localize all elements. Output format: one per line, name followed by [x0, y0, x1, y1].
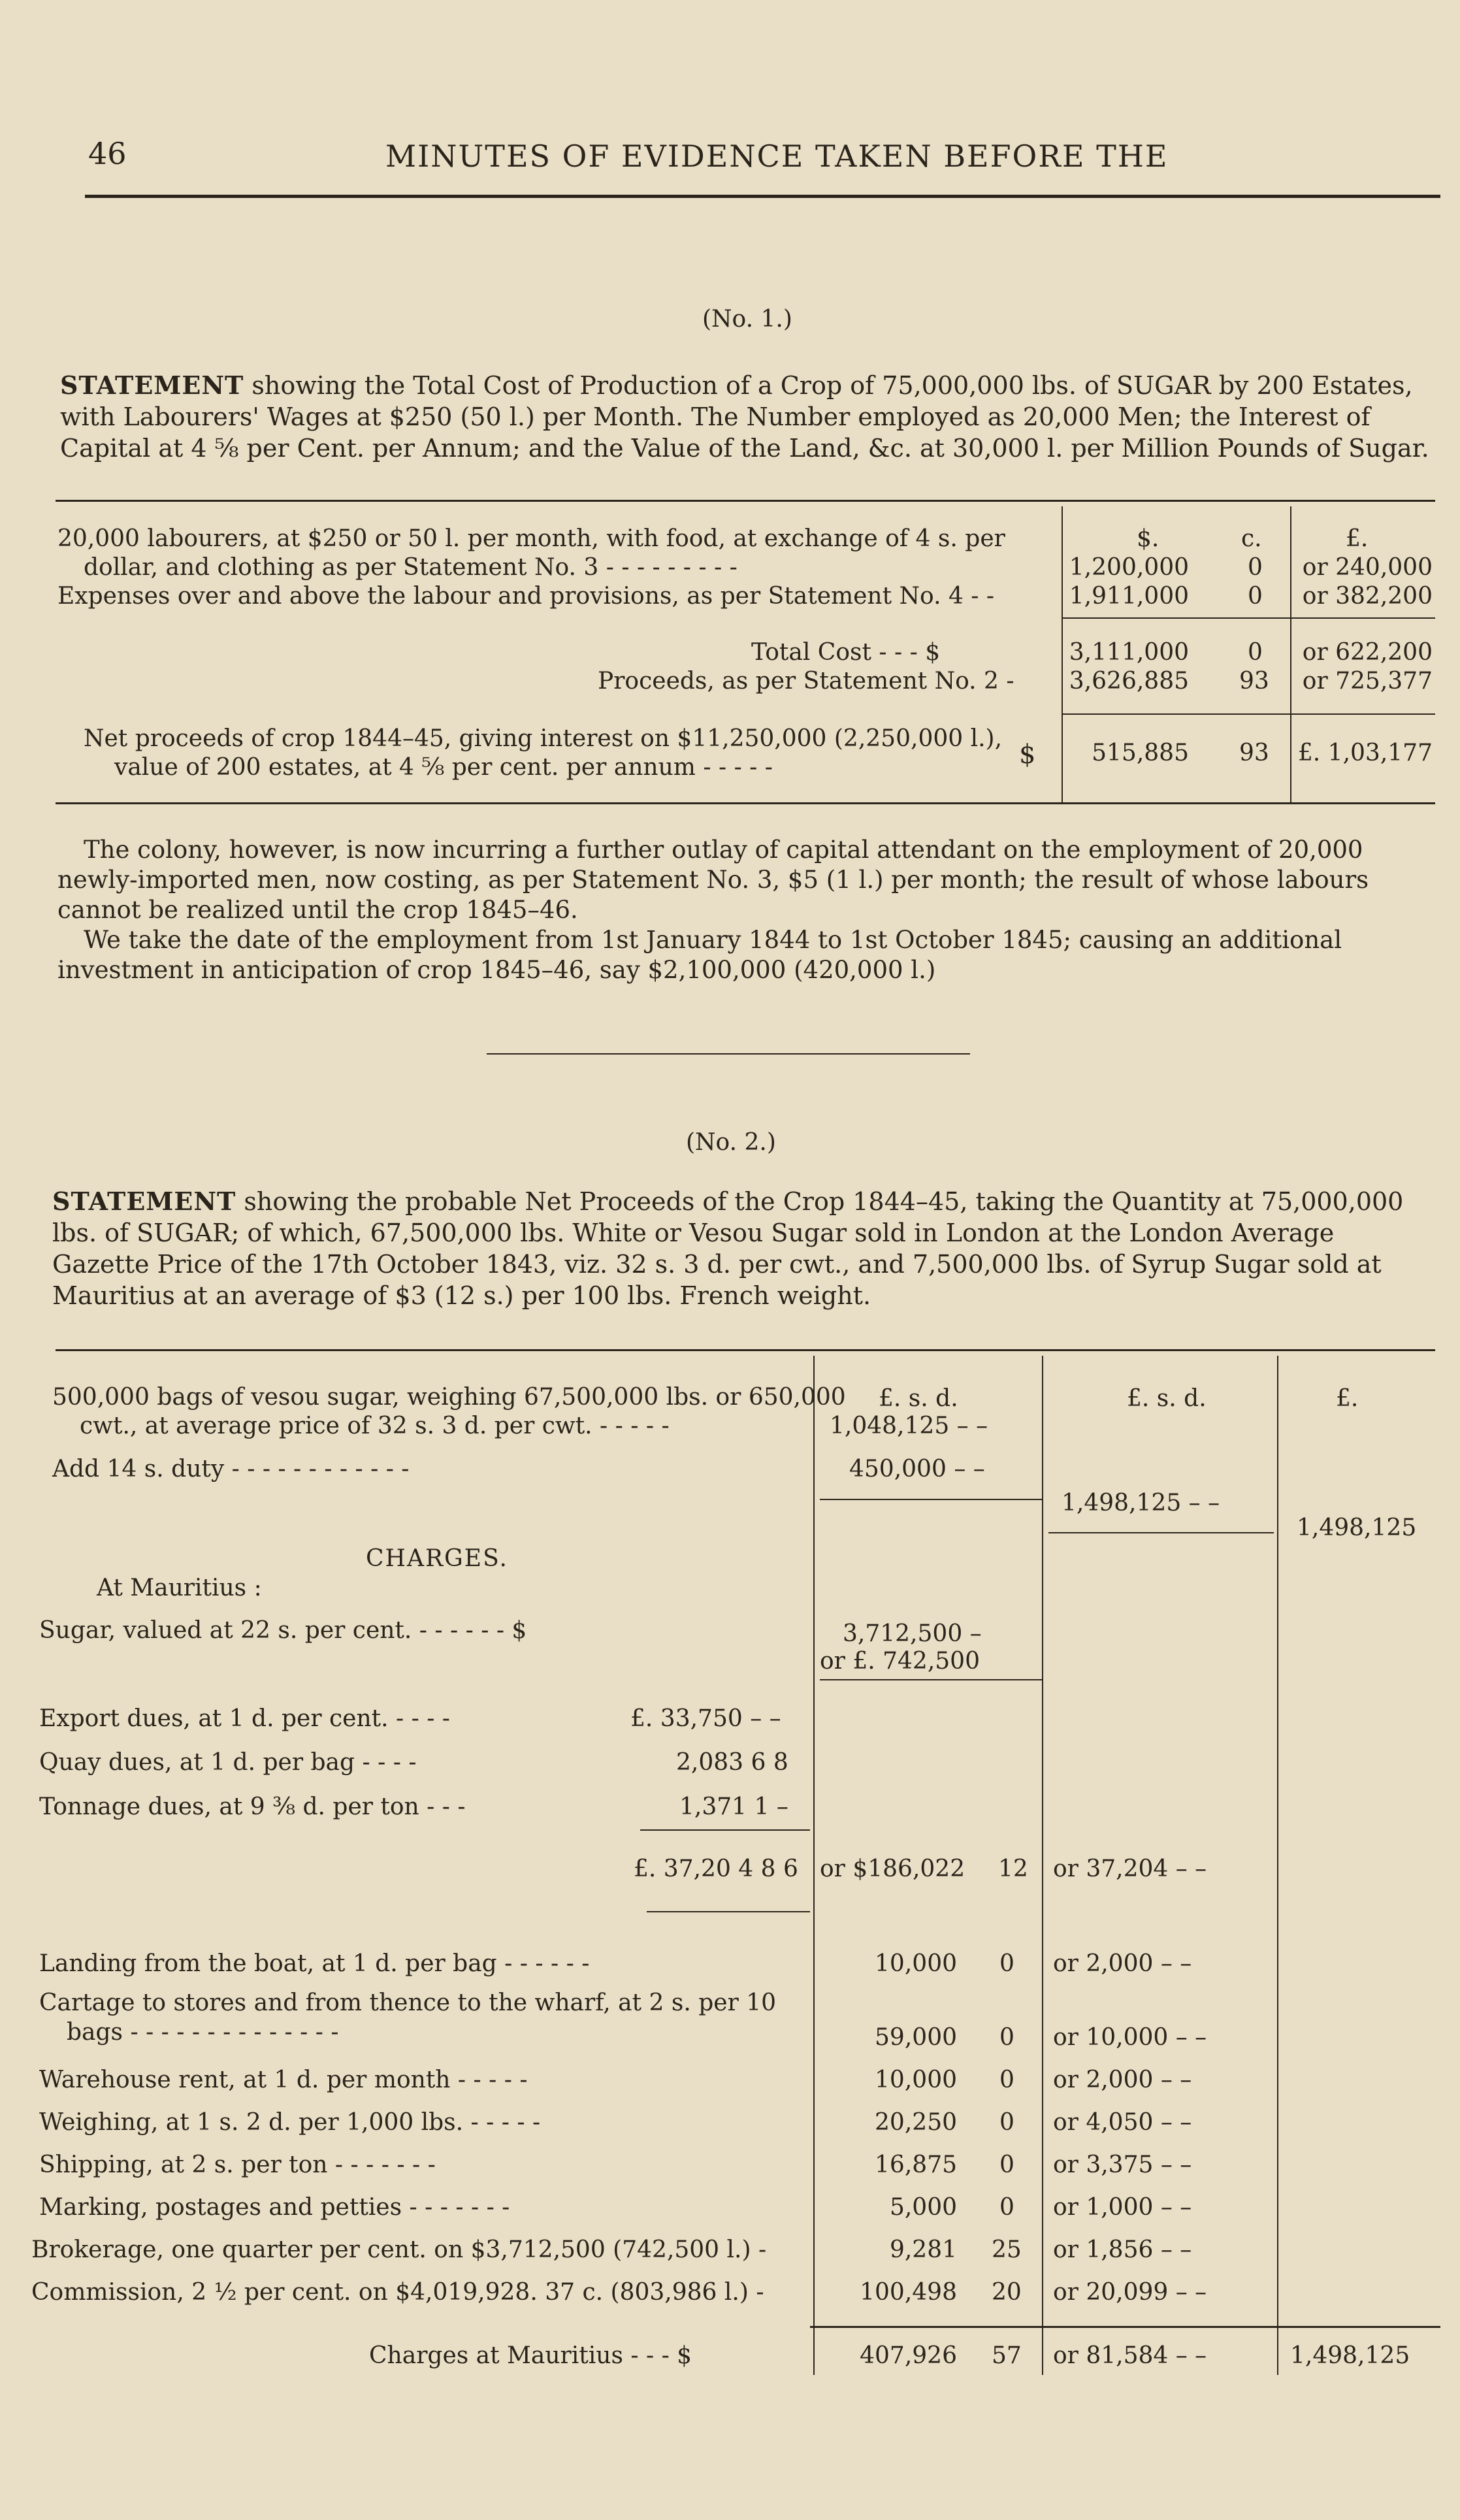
- table-1-proceeds-label: Proceeds, as per Statement No. 2 -: [598, 668, 1014, 695]
- duty-sum-rule: [820, 1499, 1042, 1500]
- charge-item-cartage-b: bags - - - - - - - - - - - - - -: [67, 2019, 339, 2046]
- paragraph-1: The colony, however, is now incurring a further outlay of capital attendant on the employment of 20,000 newly-imported men, now costing, as per Statement No. 3, $5 (1 l.) per month; the result of whose labours cannot be realized until the crop 1845–46.: [57, 836, 1369, 924]
- table-1-net-rule: [1062, 713, 1435, 715]
- table-1-net-cents: 93: [1239, 740, 1269, 766]
- sum-rule: [1048, 1532, 1274, 1533]
- charge-item-commission-pound: or 20,099 – –: [1053, 2279, 1207, 2306]
- charge-item-commission-dollar: 100,498: [860, 2279, 957, 2306]
- table-1-total-cost-cents: 0: [1248, 639, 1263, 666]
- table-1-col-rule-b: [1290, 506, 1291, 804]
- tonnage-dues-value: 1,371 1 –: [679, 1793, 788, 1820]
- dues-rule: [640, 1829, 810, 1831]
- statement-2-heading: [52, 1186, 1431, 1311]
- table-1-net-pound: £. 1,03,177: [1297, 740, 1433, 766]
- charge-item-commission-cents: 20: [992, 2279, 1022, 2306]
- charge-item-shipping: Shipping, at 2 s. per ton - - - - - - -: [39, 2152, 436, 2178]
- table-1-row-1-desc-b: dollar, and clothing as per Statement No. 3 - - - - - - - - -: [84, 554, 738, 581]
- charge-item-weighing-cents: 0: [999, 2109, 1014, 2136]
- charge-item-cartage-dollar: 59,000: [875, 2024, 957, 2051]
- charges-total-dollar: 407,926: [860, 2342, 957, 2369]
- table-1-row-1-dollar: 1,200,000: [1069, 554, 1189, 581]
- bags-desc-b: cwt., at average price of 32 s. 3 d. per cwt. - - - - -: [80, 1413, 670, 1439]
- table-2-head-3: £.: [1336, 1385, 1359, 1412]
- charge-item-shipping-dollar: 16,875: [875, 2152, 957, 2178]
- charge-item-landing: Landing from the boat, at 1 d. per bag - - - - - -: [39, 1950, 590, 1977]
- table-1-bottom-rule: [56, 802, 1435, 804]
- charge-item-brokerage: Brokerage, one quarter per cent. on $3,712,500 (742,500 l.) -: [31, 2236, 767, 2263]
- charge-item-marking: Marking, postages and petties - - - - - - -: [39, 2194, 510, 2221]
- table-1-net-dollar-mark: $: [1019, 740, 1036, 770]
- bags-desc-a: 500,000 bags of vesou sugar, weighing 67,500,000 lbs. or 650,000: [52, 1384, 846, 1411]
- table-1-head-cents: c.: [1241, 525, 1262, 552]
- charges-total-label: Charges at Mauritius - - - $: [369, 2342, 692, 2369]
- charge-item-weighing-dollar: 20,250: [875, 2109, 957, 2136]
- charge-item-landing-dollar: 10,000: [875, 1950, 957, 1977]
- table-2-col-rule-a: [813, 1356, 815, 2375]
- tonnage-dues-label: Tonnage dues, at 9 ⅜ d. per ton - - -: [39, 1793, 466, 1820]
- table-1-net-desc-b: value of 200 estates, at 4 ⅝ per cent. per annum - - - - -: [114, 754, 773, 781]
- charge-item-shipping-pound: or 3,375 – –: [1053, 2152, 1192, 2178]
- table-1-row-1-desc-a: 20,000 labourers, at $250 or 50 l. per month, with food, at exchange of 4 s. per: [57, 525, 1005, 552]
- table-1-row-2-desc: Expenses over and above the labour and provisions, as per Statement No. 4 - -: [57, 583, 995, 610]
- duty-value: 450,000 – –: [849, 1456, 985, 1482]
- sugar-label: Sugar, valued at 22 s. per cent. - - - - - - $: [39, 1617, 527, 1644]
- charges-heading: CHARGES.: [366, 1545, 508, 1572]
- charge-item-warehouse-cents: 0: [999, 2067, 1014, 2093]
- charge-item-landing-pound: or 2,000 – –: [1053, 1950, 1192, 1977]
- table-1-subtotal-rule: [1062, 617, 1435, 619]
- page-title: MINUTES OF EVIDENCE TAKEN BEFORE THE: [385, 139, 1169, 174]
- quay-dues-label: Quay dues, at 1 d. per bag - - - -: [39, 1749, 417, 1776]
- export-dues-value: £. 33,750 – –: [630, 1705, 781, 1732]
- dues-pound: or 37,204 – –: [1053, 1856, 1207, 1882]
- dues-dollar: or $186,022: [820, 1856, 965, 1882]
- table-2-top-rule: [56, 1349, 1435, 1351]
- charge-item-cartage: Cartage to stores and from thence to the wharf, at 2 s. per 10: [39, 1989, 777, 2016]
- charge-item-brokerage-dollar: 9,281: [889, 2236, 957, 2263]
- statement-1-lead: STATEMENT: [60, 370, 244, 400]
- charge-item-cartage-cents: 0: [999, 2024, 1014, 2051]
- charge-item-cartage-pound: or 10,000 – –: [1053, 2024, 1207, 2051]
- export-dues-label: Export dues, at 1 d. per cent. - - - -: [39, 1705, 450, 1732]
- charges-total-rule: [810, 2326, 1440, 2328]
- table-1-row-1-cents: 0: [1248, 554, 1263, 581]
- table-1-total-cost-dollar: 3,111,000: [1069, 639, 1189, 666]
- sugar-rule: [820, 1679, 1042, 1680]
- table-1-net-dollar: 515,885: [1092, 740, 1189, 766]
- table-1-row-1-pound: or 240,000: [1302, 554, 1433, 581]
- statement-1-label: (No. 1.): [702, 306, 792, 333]
- charges-total-right: 1,498,125: [1290, 2342, 1410, 2369]
- sugar-value-pounds: or £. 742,500: [820, 1648, 980, 1675]
- charge-item-weighing-pound: or 4,050 – –: [1053, 2109, 1192, 2136]
- statement-2-text: showing the probable Net Proceeds of the Crop 1844–45, taking the Quantity at 75,000,000 lbs. of SUGAR; of which, 67,500,000 lbs. White or Vesou Sugar sold in London at the London Average Gazette Price of the 17th October 1843, viz. 32 s. 3 d. per cwt., and 7,500,000 lbs. of Syrup Sugar sold at Mauritius at an average of $3 (12 s.) per 100 lbs. French weight.: [52, 1187, 1404, 1310]
- sum-value: 1,498,125 – –: [1062, 1490, 1220, 1516]
- charges-total-cents: 57: [992, 2342, 1022, 2369]
- table-1-proceeds-dollar: 3,626,885: [1069, 668, 1189, 695]
- dues-total: £. 37,20 4 8 6: [634, 1856, 798, 1882]
- dues-total-rule: [647, 1911, 810, 1912]
- table-1-proceeds-cents: 93: [1239, 668, 1269, 695]
- sugar-value: 3,712,500 –: [843, 1620, 982, 1647]
- statement-1-text: showing the Total Cost of Production of a Crop of 75,000,000 lbs. of SUGAR by 200 Estates, with Labourers' Wages at $250 (50 l.) per Month. The Number employed as 20,000 Men; the Interest of Capital at 4 ⅝ per Cent. per Annum; and the Value of the Land, &c. at 30,000 l. per Million Pounds of Sugar.: [60, 371, 1429, 463]
- charge-item-marking-pound: or 1,000 – –: [1053, 2194, 1192, 2221]
- charge-item-marking-cents: 0: [999, 2194, 1014, 2221]
- charge-item-brokerage-cents: 25: [992, 2236, 1022, 2263]
- quay-dues-value: 2,083 6 8: [676, 1749, 788, 1776]
- dues-cents: 12: [998, 1856, 1028, 1882]
- charge-item-warehouse-dollar: 10,000: [875, 2067, 957, 2093]
- table-2-head-1: £. s. d.: [879, 1385, 958, 1412]
- charge-item-warehouse: Warehouse rent, at 1 d. per month - - - - -: [39, 2067, 528, 2093]
- table-2-col-rule-b: [1042, 1356, 1043, 2375]
- table-1-row-2-cents: 0: [1248, 583, 1263, 610]
- table-1-head-dollar: $.: [1137, 525, 1160, 552]
- charge-item-commission: Commission, 2 ½ per cent. on $4,019,928. 37 c. (803,986 l.) -: [31, 2279, 764, 2306]
- section-divider: [487, 1053, 970, 1055]
- table-1-proceeds-pound: or 725,377: [1302, 668, 1433, 695]
- table-1-top-rule: [56, 500, 1435, 502]
- duty-label: Add 14 s. duty - - - - - - - - - - - -: [52, 1456, 410, 1482]
- table-2-head-2: £. s. d.: [1127, 1385, 1207, 1412]
- table-2-col-rule-c: [1277, 1356, 1278, 2375]
- charge-item-brokerage-pound: or 1,856 – –: [1053, 2236, 1192, 2263]
- statement-2-lead: STATEMENT: [52, 1186, 236, 1216]
- table-1-row-2-pound: or 382,200: [1302, 583, 1433, 610]
- bags-value: 1,048,125 – –: [830, 1413, 988, 1439]
- at-mauritius-label: At Mauritius :: [97, 1575, 262, 1601]
- header-rule: [85, 195, 1440, 198]
- table-1-head-pound: £.: [1346, 525, 1369, 552]
- table-1-col-rule-a: [1062, 506, 1063, 804]
- table-1-total-cost-pound: or 622,200: [1302, 639, 1433, 666]
- statement-1-heading: [60, 370, 1432, 464]
- table-1-row-2-dollar: 1,911,000: [1069, 583, 1189, 610]
- charge-item-landing-cents: 0: [999, 1950, 1014, 1977]
- table-1-net-desc-a: Net proceeds of crop 1844–45, giving interest on $11,250,000 (2,250,000 l.),: [84, 725, 1003, 752]
- charge-item-weighing: Weighing, at 1 s. 2 d. per 1,000 lbs. - - - - -: [39, 2109, 541, 2136]
- statement-2-label: (No. 2.): [686, 1129, 776, 1156]
- sum-right-value: 1,498,125: [1297, 1514, 1417, 1541]
- paragraph-2: We take the date of the employment from 1st January 1844 to 1st October 1845; causing an additional investment in anticipation of crop 1845–46, say $2,100,000 (420,000 l.): [57, 926, 1342, 984]
- charges-total-pound: or 81,584 – –: [1053, 2342, 1207, 2369]
- page-number: 46: [88, 136, 127, 171]
- charge-item-warehouse-pound: or 2,000 – –: [1053, 2067, 1192, 2093]
- charge-item-shipping-cents: 0: [999, 2152, 1014, 2178]
- table-1-total-cost-label: Total Cost - - - $: [751, 639, 941, 666]
- charge-item-marking-dollar: 5,000: [889, 2194, 957, 2221]
